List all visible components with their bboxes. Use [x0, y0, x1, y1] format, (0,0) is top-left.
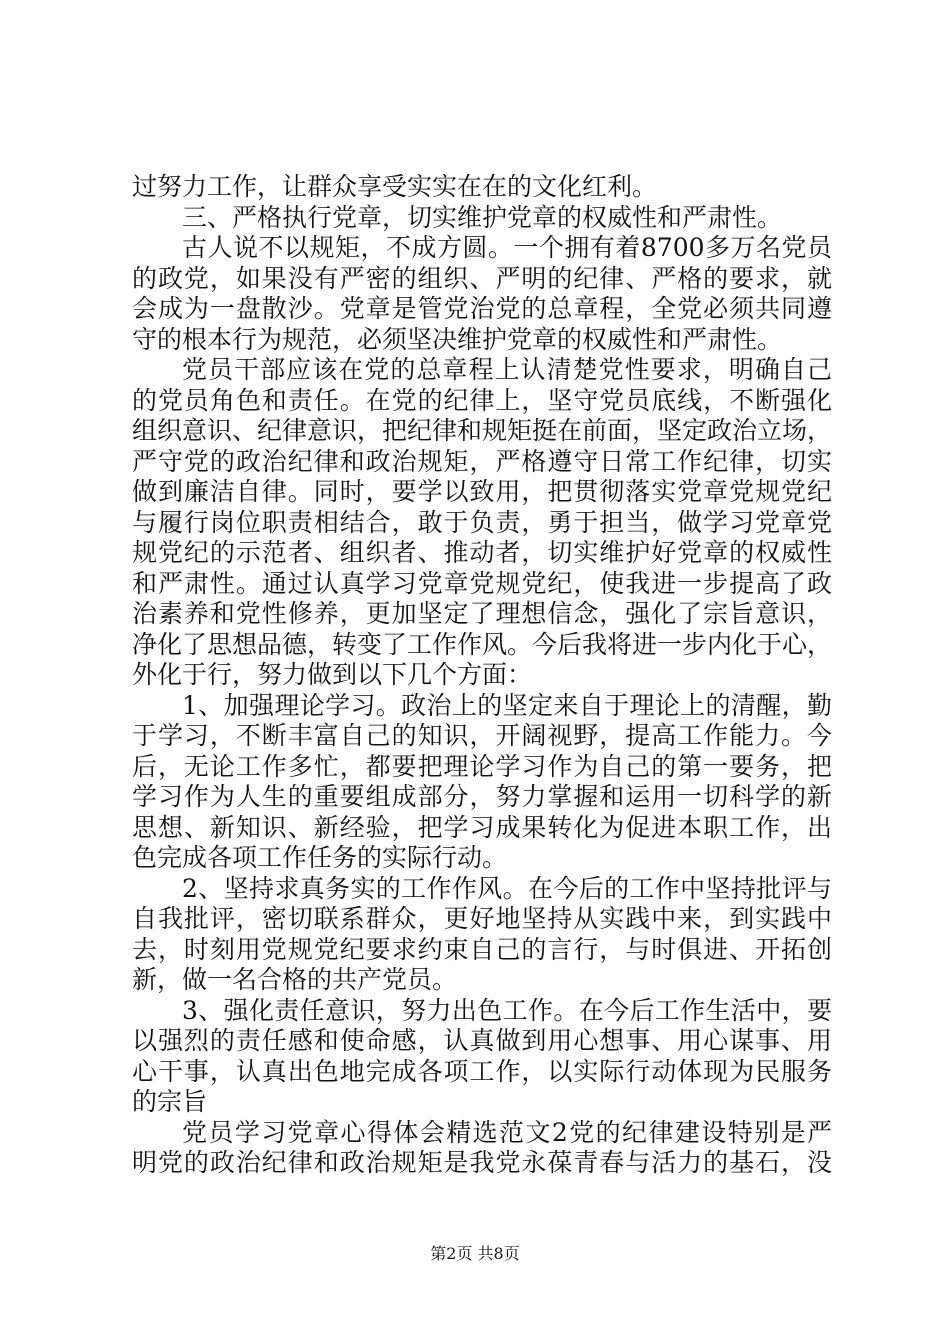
- text-line: 的党员角色和责任。在党的纪律上，坚守党员底线，不断强化: [132, 385, 832, 415]
- text-line: 过努力工作，让群众享受实实在在的文化红利。: [132, 172, 658, 201]
- text-line: 去，时刻用党规党纪要求约束自己的言行，与时俱进、开拓创: [132, 934, 832, 964]
- text-line: 外化于行，努力做到以下几个方面：: [132, 660, 533, 689]
- text-line: 的政党，如果没有严密的组织、严明的纪律、严格的要求，就: [132, 263, 832, 293]
- page-footer: 第2页 共8页: [430, 1244, 520, 1263]
- text-line: 与履行岗位职责相结合，敢于负责，勇于担当，做学习党章党: [132, 507, 832, 537]
- text-line: 组织意识、纪律意识，把纪律和规矩挺在前面，坚定政治立场，: [132, 416, 833, 445]
- text-line: 会成为一盘散沙。党章是管党治党的总章程，全党必须共同遵: [132, 294, 832, 323]
- text-line: 明党的政治纪律和政治规矩是我党永葆青春与活力的基石，没: [132, 1148, 832, 1177]
- text-line: 严守党的政治纪律和政治规矩，严格遵守日常工作纪律，切实: [132, 446, 832, 476]
- text-line: 1、加强理论学习。政治上的坚定来自于理论上的清醒，勤: [182, 690, 832, 720]
- text-line: 后，无论工作多忙，都要把理论学习作为自己的第一要务，把: [132, 751, 832, 781]
- text-line: 和严肃性。通过认真学习党章党规党纪，使我进一步提高了政: [132, 568, 832, 598]
- text-line: 的宗旨: [132, 1087, 208, 1116]
- text-line: 色完成各项工作任务的实际行动。: [132, 843, 508, 872]
- text-line: 党员学习党章心得体会精选范文2党的纪律建设特别是严: [182, 1117, 832, 1147]
- text-line: 三、严格执行党章，切实维护党章的权威性和严肃性。: [182, 202, 783, 232]
- text-line: 守的根本行为规范，必须坚决维护党章的权威性和严肃性。: [132, 324, 783, 354]
- text-line: 党员干部应该在党的总章程上认清楚党性要求，明确自己: [182, 355, 832, 384]
- document-body: [132, 172, 832, 1179]
- text-line: 以强烈的责任感和使命感，认真做到用心想事、用心谋事、用: [132, 1026, 832, 1055]
- text-line: 思想、新知识、新经验，把学习成果转化为促进本职工作，出: [132, 812, 832, 842]
- text-line: 自我批评，密切联系群众，更好地坚持从实践中来，到实践中: [132, 904, 832, 933]
- text-line: 做到廉洁自律。同时，要学以致用，把贯彻落实党章党规党纪: [132, 477, 832, 506]
- text-line: 2、坚持求真务实的工作作风。在今后的工作中坚持批评与: [182, 873, 832, 903]
- text-line: 净化了思想品德，转变了工作作风。今后我将进一步内化于心，: [132, 629, 833, 659]
- text-line: 古人说不以规矩，不成方圆。一个拥有着8700多万名党员: [182, 233, 832, 262]
- text-line: 规党纪的示范者、组织者、推动者，切实维护好党章的权威性: [132, 538, 832, 567]
- text-line: 学习作为人生的重要组成部分，努力掌握和运用一切科学的新: [132, 782, 832, 811]
- text-line: 心干事，认真出色地完成各项工作，以实际行动体现为民服务: [132, 1056, 832, 1086]
- text-line: 3、强化责任意识，努力出色工作。在今后工作生活中，要: [182, 995, 832, 1025]
- text-line: 新，做一名合格的共产党员。: [132, 965, 458, 994]
- text-line: 治素养和党性修养，更加坚定了理想信念，强化了宗旨意识，: [132, 599, 832, 628]
- text-line: 于学习，不断丰富自己的知识，开阔视野，提高工作能力。今: [132, 721, 832, 750]
